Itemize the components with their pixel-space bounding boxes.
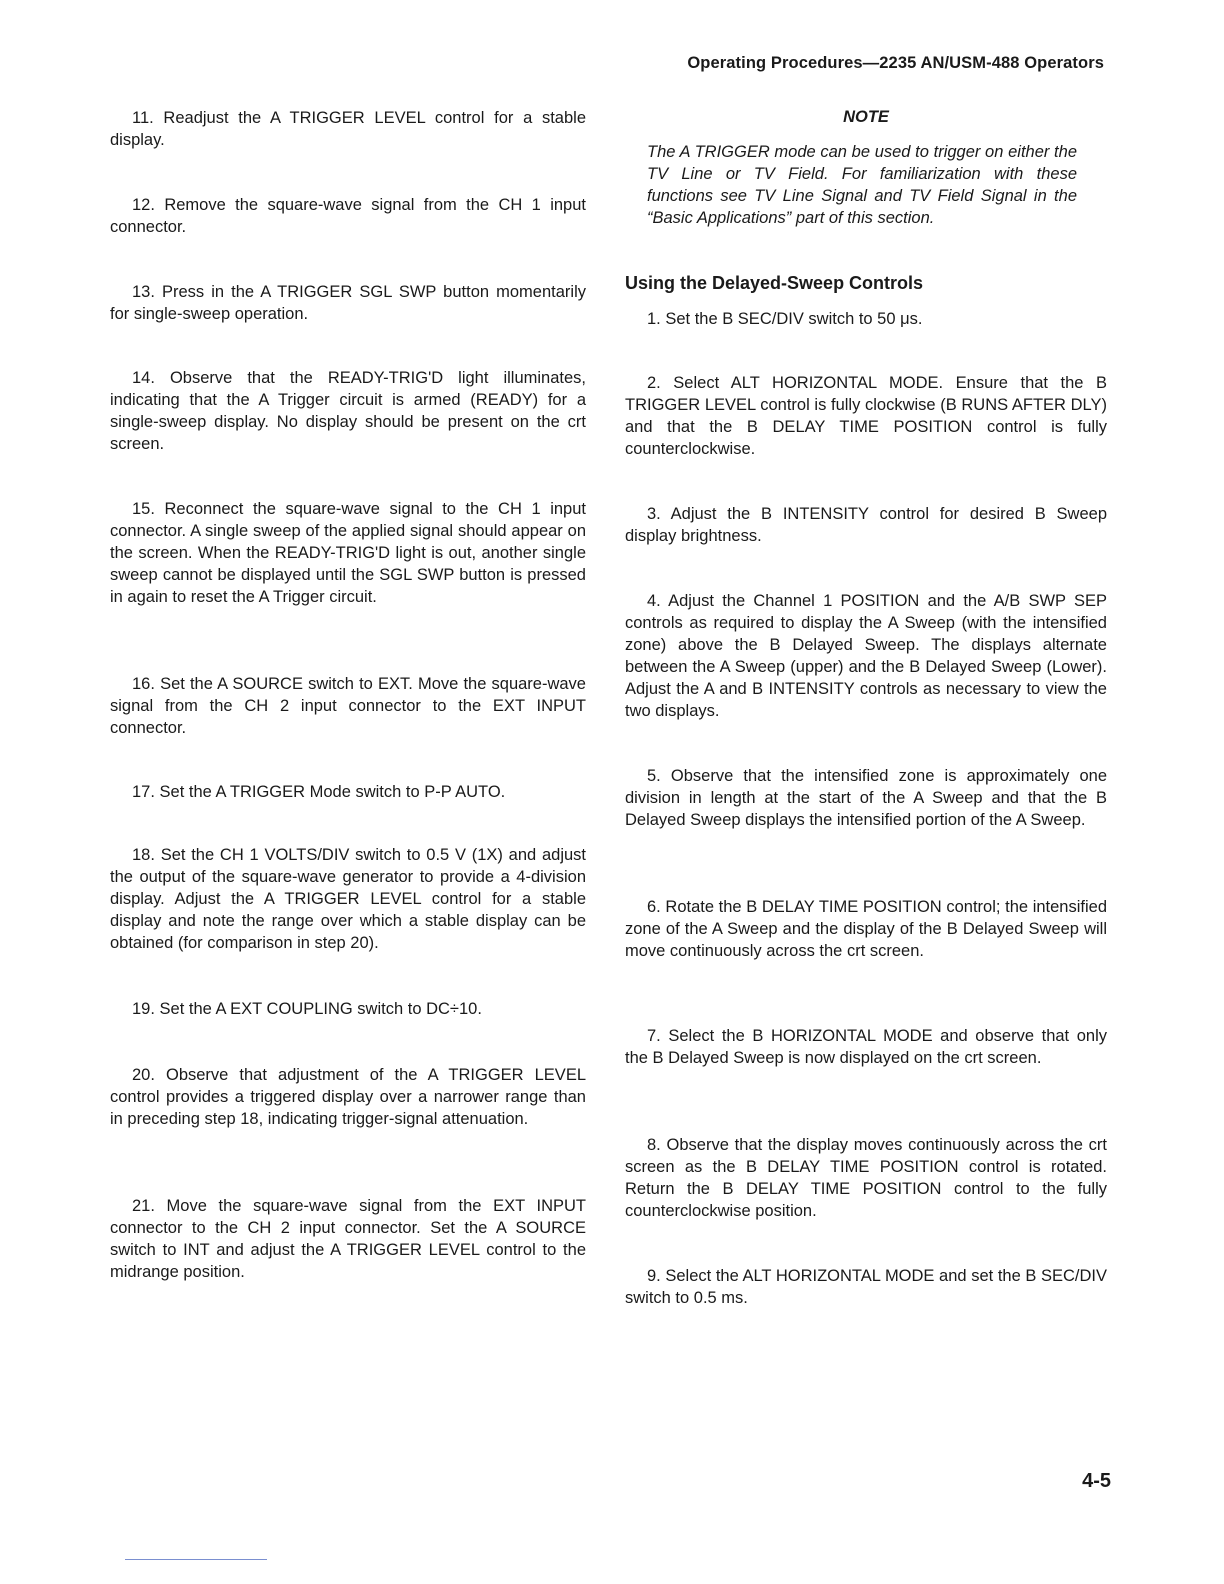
footer-rule <box>125 1559 267 1560</box>
section-title: Using the Delayed-Sweep Controls <box>625 273 924 293</box>
step-11: 11. Readjust the A TRIGGER LEVEL control for a stable display. <box>110 109 586 149</box>
delayed-step-9: 9. Select the ALT HORIZONTAL MODE and set the B SEC/DIV switch to 0.5 ms. <box>625 1267 1107 1307</box>
delayed-step-1: 1. Set the B SEC/DIV switch to 50 μs. <box>647 310 923 328</box>
step-21: 21. Move the square-wave signal from the EXT INPUT connector to the CH 2 input connector. Set the A SOURCE switch to INT and adjust the A TRIGGER LEVEL control to the midrange position. <box>110 1197 586 1281</box>
step-12: 12. Remove the square-wave signal from the CH 1 input connector. <box>110 196 586 236</box>
step-16: 16. Set the A SOURCE switch to EXT. Move the square-wave signal from the CH 2 input connector to the EXT INPUT connector. <box>110 675 586 737</box>
step-14: 14. Observe that the READY-TRIG'D light illuminates, indicating that the A Trigger circuit is armed (READY) for a single-sweep display. No display should be present on the crt screen. <box>110 369 586 453</box>
page-number: 4-5 <box>1082 1470 1111 1492</box>
delayed-step-5: 5. Observe that the intensified zone is approximately one division in length at the start of the A Sweep and that the B Delayed Sweep displays the intensified portion of the A Sweep. <box>625 767 1107 829</box>
delayed-step-6: 6. Rotate the B DELAY TIME POSITION control; the intensified zone of the A Sweep and the display of the B Delayed Sweep will move continuously across the crt screen. <box>625 898 1107 960</box>
step-19: 19. Set the A EXT COUPLING switch to DC÷10. <box>132 1000 482 1018</box>
delayed-step-8: 8. Observe that the display moves continuously across the crt screen as the B DELAY TIME POSITION control is rotated. Return the B DELAY TIME POSITION control to the fully counterclockwise position. <box>625 1136 1107 1220</box>
delayed-step-3: 3. Adjust the B INTENSITY control for desired B Sweep display brightness. <box>625 505 1107 545</box>
note-text: The A TRIGGER mode can be used to trigger on either the TV Line or TV Field. For familiarization with these functions see TV Line Signal and TV Field Signal in the “Basic Applications” part of this section. <box>647 143 1077 227</box>
step-15: 15. Reconnect the square-wave signal to the CH 1 input connector. A single sweep of the applied signal should appear on the screen. When the READY-TRIG'D light is out, another single sweep cannot be displayed until the SGL SWP button is pressed in again to reset the A Trigger circuit. <box>110 500 586 606</box>
step-18: 18. Set the CH 1 VOLTS/DIV switch to 0.5 V (1X) and adjust the output of the square-wave generator to provide a 4-division display. Adjust the A TRIGGER LEVEL control for a stable display and note the range over which a stable display can be obtained (for comparison in step 20). <box>110 846 586 952</box>
delayed-step-7: 7. Select the B HORIZONTAL MODE and observe that only the B Delayed Sweep is now displayed on the crt screen. <box>625 1027 1107 1067</box>
note-title: NOTE <box>843 108 889 126</box>
delayed-step-2: 2. Select ALT HORIZONTAL MODE. Ensure that the B TRIGGER LEVEL control is fully clockwise (B RUNS AFTER DLY) and that the B DELAY TIME POSITION control is fully counterclockwise. <box>625 374 1107 458</box>
step-20: 20. Observe that adjustment of the A TRIGGER LEVEL control provides a triggered display over a narrower range than in preceding step 18, indicating trigger-signal attenuation. <box>110 1066 586 1128</box>
delayed-step-4: 4. Adjust the Channel 1 POSITION and the A/B SWP SEP controls as required to display the A Sweep (with the intensified zone) above the B Delayed Sweep. The displays alternate between the A Sweep (upper) and the B Delayed Sweep (Lower). Adjust the A and B INTENSITY controls as necessary to view the two displays. <box>625 592 1107 720</box>
step-17: 17. Set the A TRIGGER Mode switch to P-P AUTO. <box>132 783 506 801</box>
step-13: 13. Press in the A TRIGGER SGL SWP button momentarily for single-sweep operation. <box>110 283 586 323</box>
page-header: Operating Procedures—2235 AN/USM-488 Operators <box>687 54 1104 72</box>
